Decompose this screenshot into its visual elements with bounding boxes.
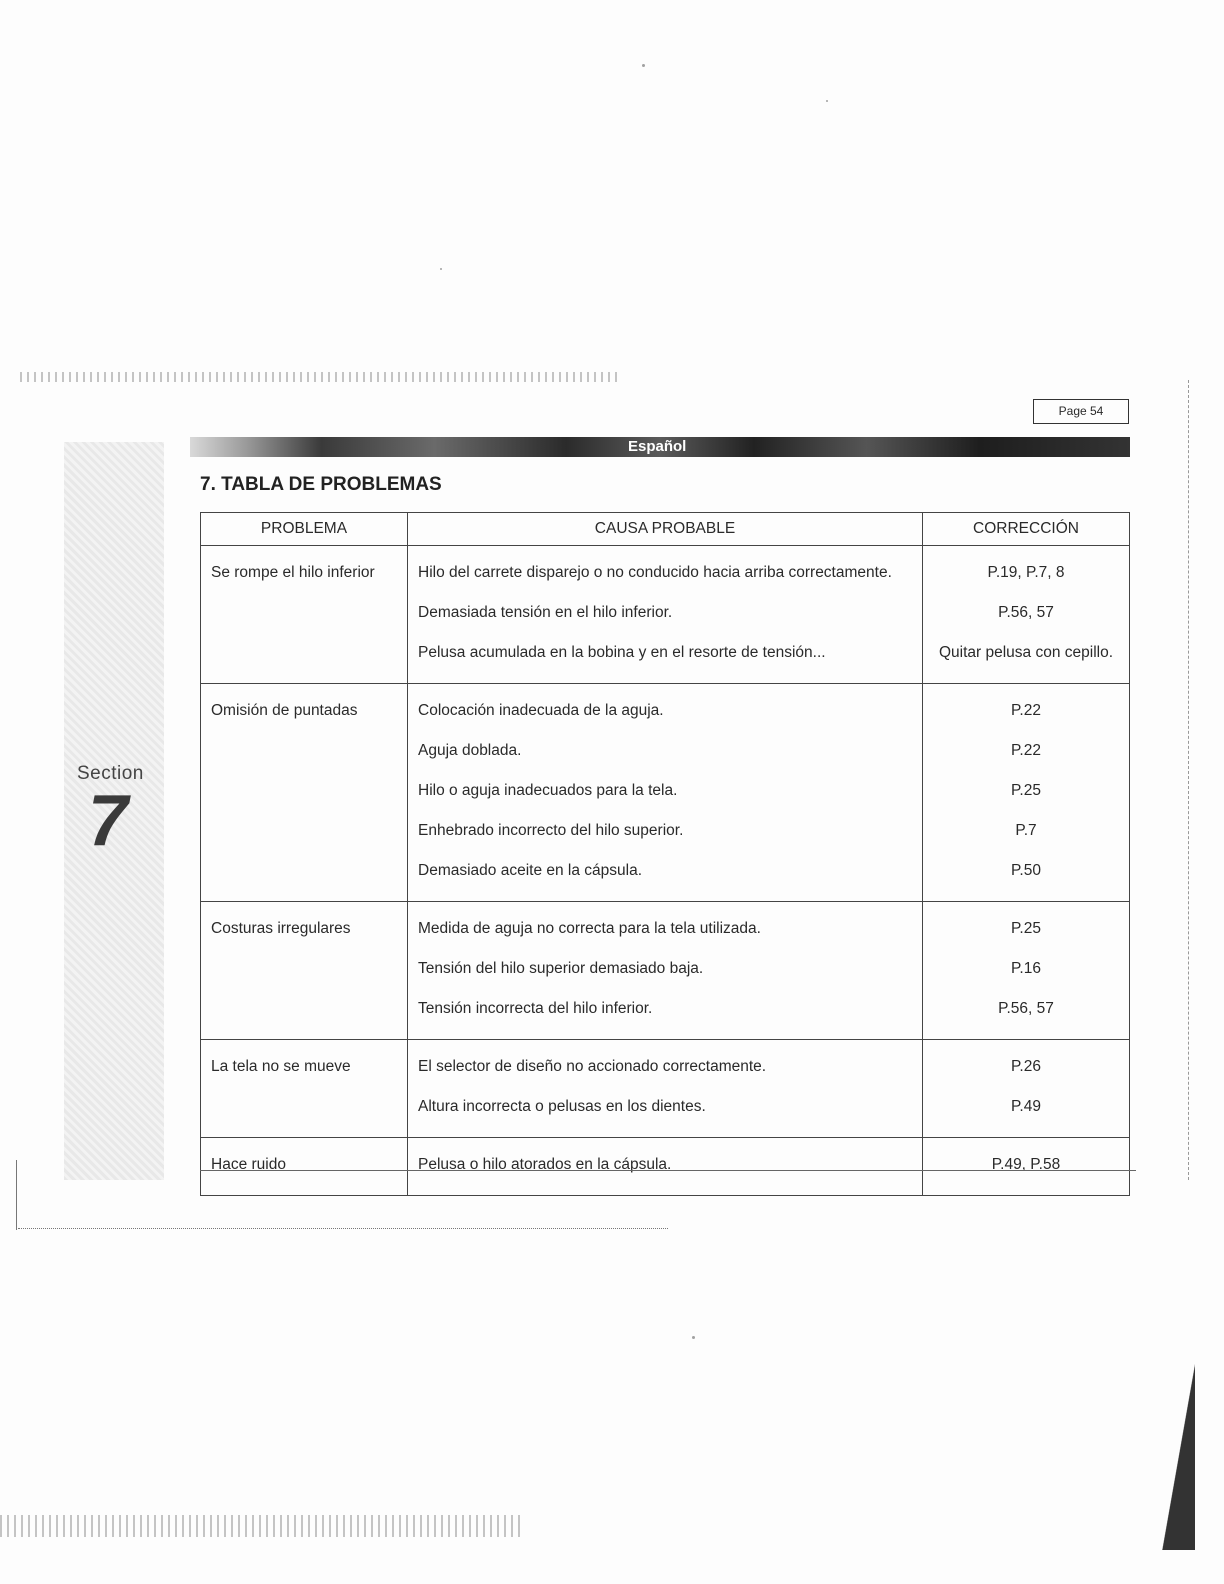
correction-cell: P.22 [923, 684, 1130, 742]
section-label: Section [77, 763, 144, 784]
cause-cell: Tensión del hilo superior demasiado baja. [408, 959, 923, 999]
cause-cell: Tensión incorrecta del hilo inferior. [408, 999, 923, 1040]
cause-cell: Aguja doblada. [408, 741, 923, 781]
language-bar [190, 437, 1130, 457]
problem-cell: Se rompe el hilo inferior [201, 546, 408, 684]
cause-cell: Demasiada tensión en el hilo inferior. [408, 603, 923, 643]
correction-cell: P.56, 57 [923, 999, 1130, 1040]
correction-cell: P.19, P.7, 8 [923, 546, 1130, 604]
page-title: 7. TABLA DE PROBLEMAS [200, 474, 442, 495]
scan-edge-right [1188, 380, 1189, 1180]
footer-rule [200, 1170, 1136, 1171]
table-row [201, 1040, 1130, 1098]
problem-cell: Hace ruido [201, 1138, 408, 1196]
troubleshooting-table [200, 512, 1130, 1196]
correction-cell: P.49 [923, 1097, 1130, 1138]
correction-cell: P.50 [923, 861, 1130, 902]
cause-cell: Colocación inadecuada de la aguja. [408, 684, 923, 742]
cause-cell: Enhebrado incorrecto del hilo superior. [408, 821, 923, 861]
scan-corner-shadow [1155, 1360, 1195, 1550]
correction-cell: Quitar pelusa con cepillo. [923, 643, 1130, 684]
header-correction: CORRECCIÓN [923, 513, 1130, 546]
scan-noise-bottom [0, 1515, 520, 1537]
correction-cell: P.49, P.58 [923, 1138, 1130, 1196]
cause-cell: Hilo del carrete disparejo o no conducido hacia arriba correctamente. [408, 546, 923, 604]
cause-cell: Pelusa acumulada en la bobina y en el resorte de tensión... [408, 643, 923, 684]
scan-speck [826, 100, 828, 102]
cause-cell: Altura incorrecta o pelusas en los dientes. [408, 1097, 923, 1138]
table-header-row [201, 513, 1130, 546]
language-label: Español [628, 438, 687, 455]
table-body [201, 546, 1130, 1196]
header-cause: CAUSA PROBABLE [408, 513, 923, 546]
scan-speck [642, 64, 645, 67]
cause-cell: Hilo o aguja inadecuados para la tela. [408, 781, 923, 821]
page-number: Page 54 [1033, 399, 1129, 424]
cause-cell: Demasiado aceite en la cápsula. [408, 861, 923, 902]
scan-noise-top [20, 372, 620, 382]
footer-rule-scan [18, 1228, 668, 1229]
table-row [201, 684, 1130, 742]
correction-cell: P.25 [923, 781, 1130, 821]
scan-edge-left [16, 1160, 17, 1230]
correction-cell: P.26 [923, 1040, 1130, 1098]
table-row [201, 902, 1130, 960]
cause-cell: Pelusa o hilo atorados en la cápsula. [408, 1138, 923, 1196]
scan-speck [692, 1336, 695, 1339]
cause-cell: Medida de aguja no correcta para la tela utilizada. [408, 902, 923, 960]
header-problem: PROBLEMA [201, 513, 408, 546]
correction-cell: P.22 [923, 741, 1130, 781]
problem-cell: La tela no se mueve [201, 1040, 408, 1138]
section-number: 7 [88, 781, 129, 861]
correction-cell: P.25 [923, 902, 1130, 960]
table-row [201, 1138, 1130, 1196]
cause-cell: El selector de diseño no accionado correctamente. [408, 1040, 923, 1098]
problem-cell: Costuras irregulares [201, 902, 408, 1040]
table-row [201, 546, 1130, 604]
problem-cell: Omisión de puntadas [201, 684, 408, 902]
correction-cell: P.16 [923, 959, 1130, 999]
scan-speck [440, 268, 442, 270]
correction-cell: P.56, 57 [923, 603, 1130, 643]
correction-cell: P.7 [923, 821, 1130, 861]
